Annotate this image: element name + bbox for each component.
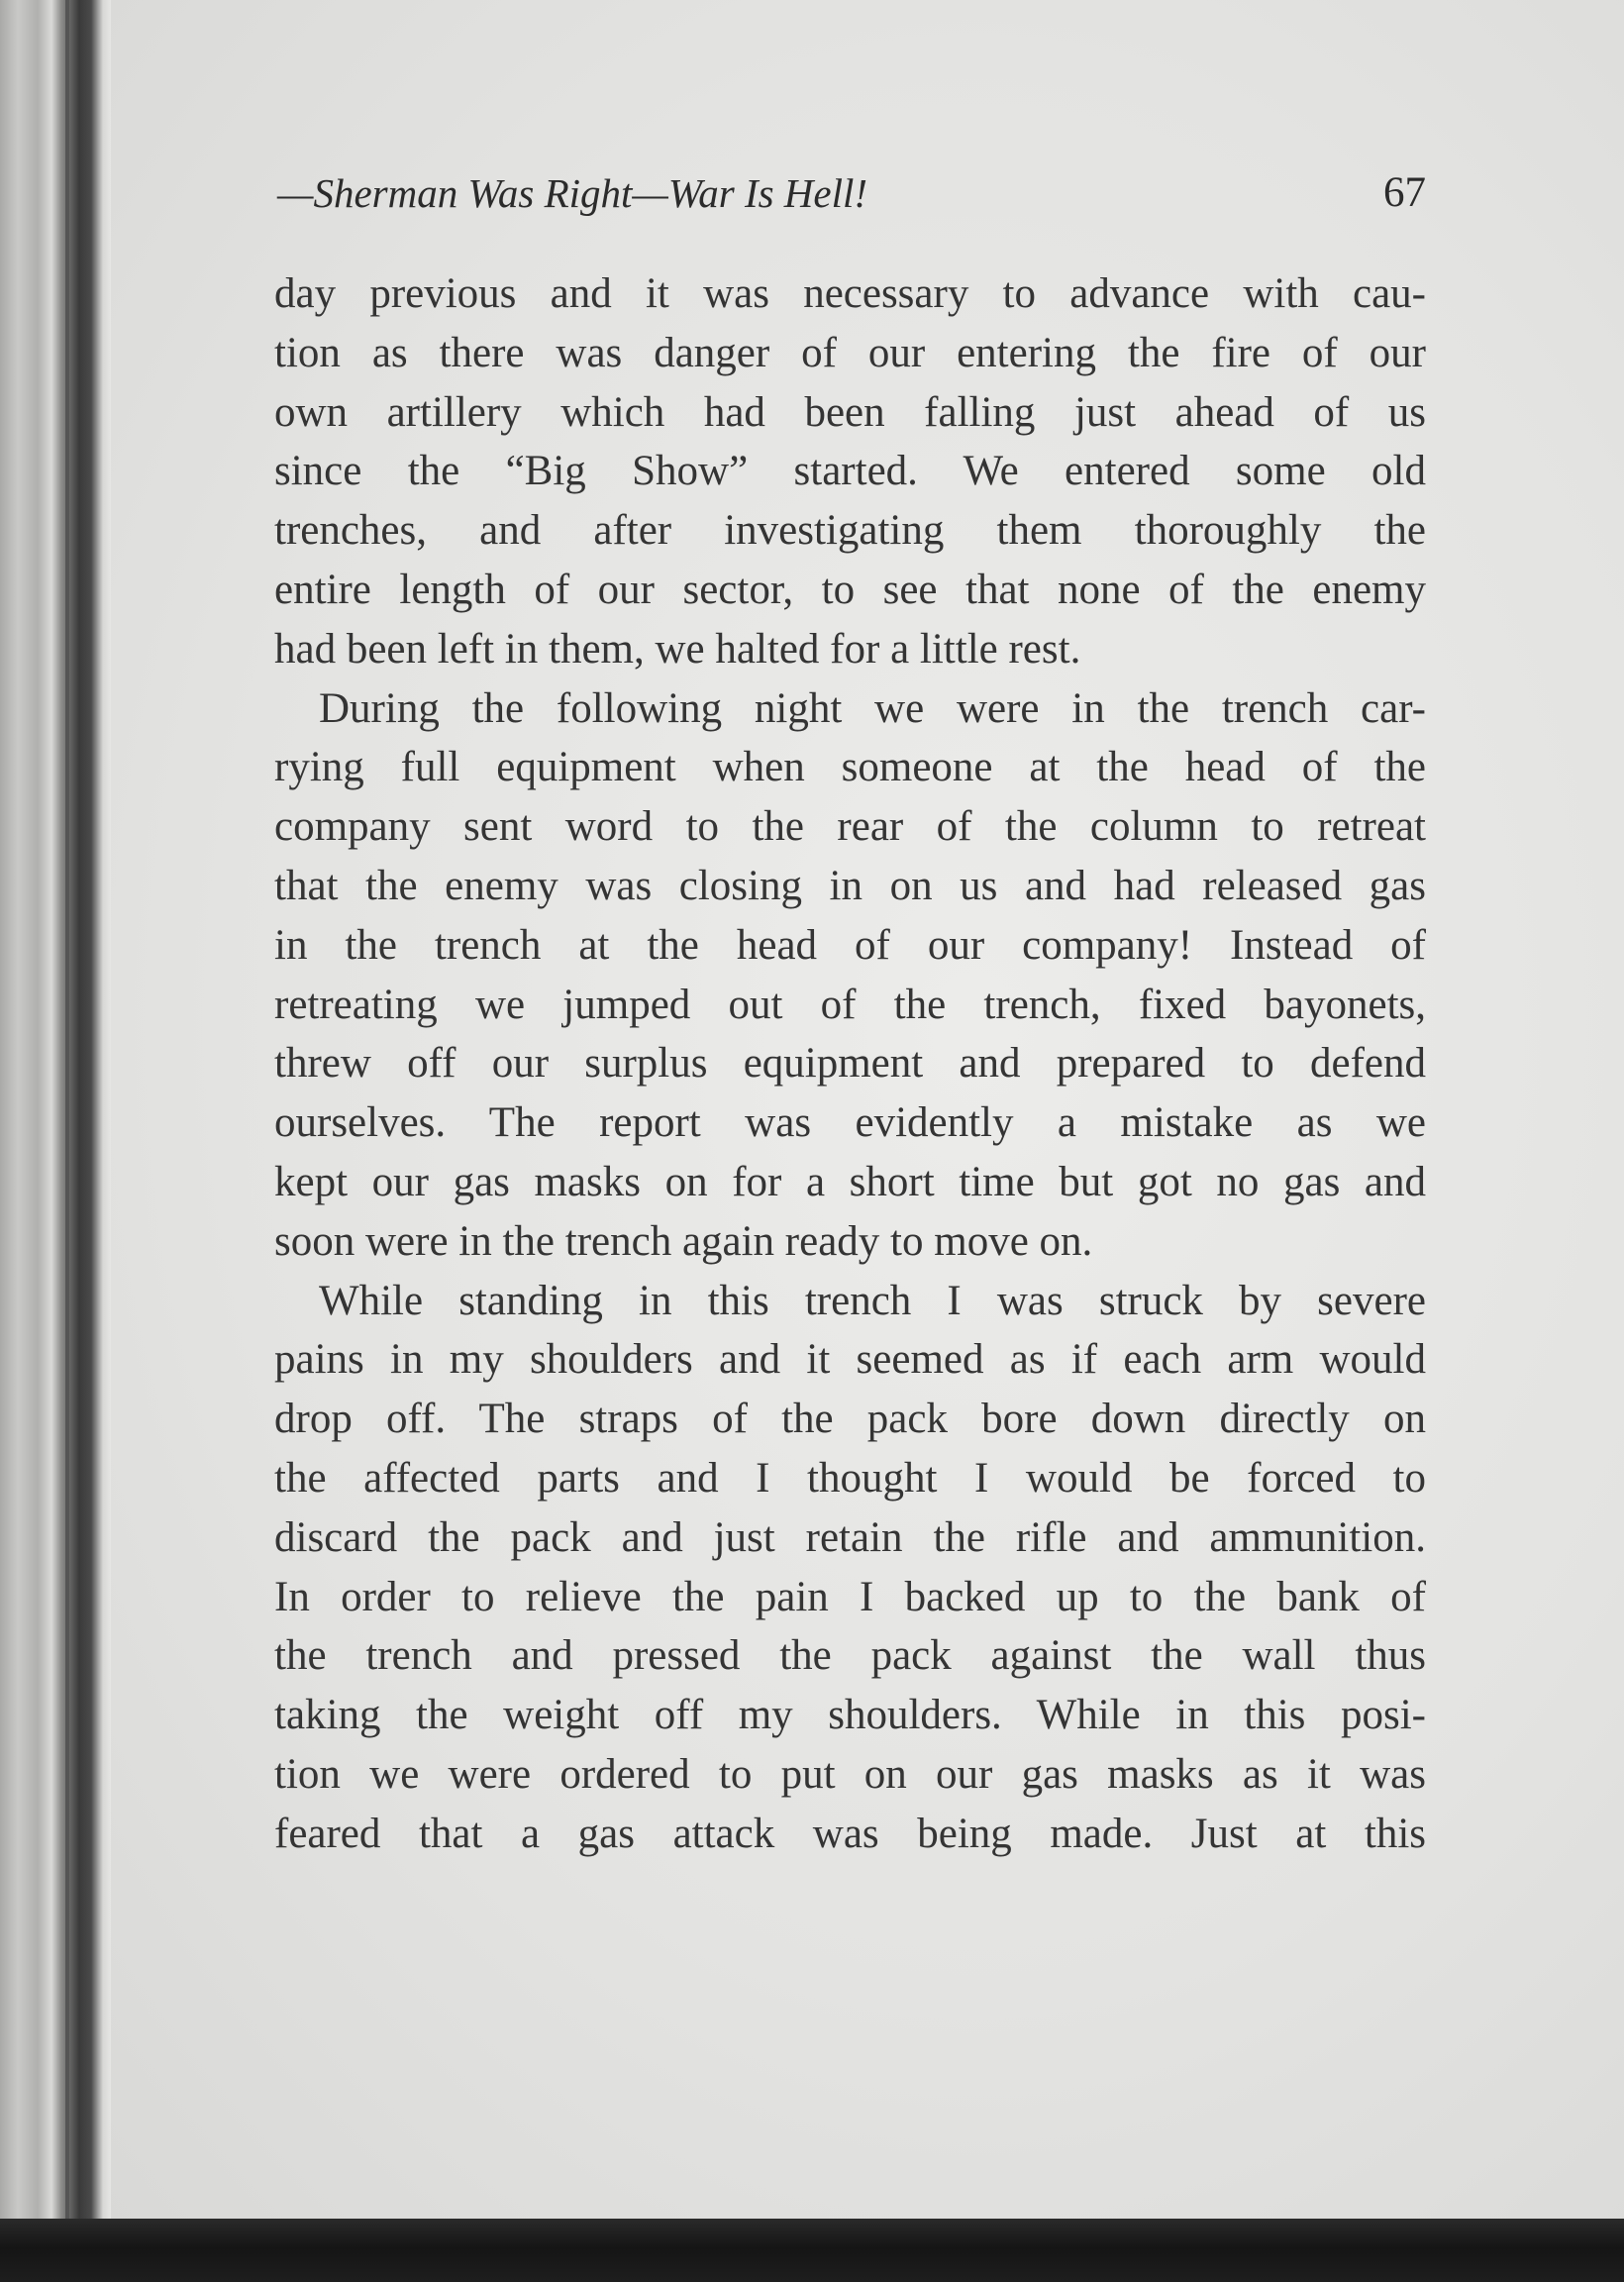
text-line: While standing in this trench I was struck by severe: [319, 1277, 1426, 1324]
text-line: entire length of our sector, to see that none of the enemy: [274, 566, 1426, 613]
text-line: ourselves. The report was evidently a mistake as we: [274, 1099, 1426, 1147]
body-text: [274, 264, 1426, 1864]
book-binding-edge: [0, 0, 111, 2282]
text-line: own artillery which had been falling just ahead of us: [274, 388, 1426, 436]
text-line: in the trench at the head of our company! Instead of: [274, 921, 1426, 969]
text-line: tion we were ordered to put on our gas masks as it was: [274, 1750, 1426, 1798]
text-line: pains in my shoulders and it seemed as if each arm would: [274, 1336, 1426, 1384]
text-line: that the enemy was closing in on us and had released gas: [274, 862, 1426, 909]
text-line: since the “Big Show” started. We entered some old: [274, 448, 1426, 495]
text-line: kept our gas masks on for a short time but got no gas and: [274, 1158, 1426, 1205]
text-line: discard the pack and just retain the rifle and ammunition.: [274, 1513, 1426, 1561]
binding-shadow-line: [65, 0, 69, 2282]
text-line: In order to relieve the pain I backed up to the bank of: [274, 1573, 1426, 1620]
text-line: retreating we jumped out of the trench, fixed bayonets,: [274, 981, 1426, 1028]
text-line: the trench and pressed the pack against the wall thus: [274, 1632, 1426, 1680]
running-head: [277, 158, 1426, 228]
text-line: rying full equipment when someone at the head of the: [274, 744, 1426, 791]
text-line: tion as there was danger of our entering the fire of our: [274, 329, 1426, 376]
text-line: taking the weight off my shoulders. While in this posi-: [274, 1692, 1426, 1739]
text-line: drop off. The straps of the pack bore down directly on: [274, 1396, 1426, 1443]
scan-bottom-shadow: [0, 2219, 1624, 2282]
running-head-title: —Sherman Was Right—War Is Hell!: [277, 170, 868, 216]
text-line: feared that a gas attack was being made. Just at this: [274, 1810, 1426, 1857]
text-line: the affected parts and I thought I would be forced to: [274, 1454, 1426, 1502]
text-line: trenches, and after investigating them thoroughly the: [274, 507, 1426, 555]
text-line: company sent word to the rear of the column to retreat: [274, 803, 1426, 851]
text-line: soon were in the trench again ready to move on.: [274, 1217, 1093, 1265]
text-line: had been left in them, we halted for a little rest.: [274, 625, 1081, 673]
text-line: day previous and it was necessary to advance with cau-: [274, 270, 1426, 317]
page-number: 67: [1383, 169, 1426, 216]
text-line: threw off our surplus equipment and prepared to defend: [274, 1040, 1426, 1088]
text-line: During the following night we were in the trench car-: [319, 684, 1426, 732]
